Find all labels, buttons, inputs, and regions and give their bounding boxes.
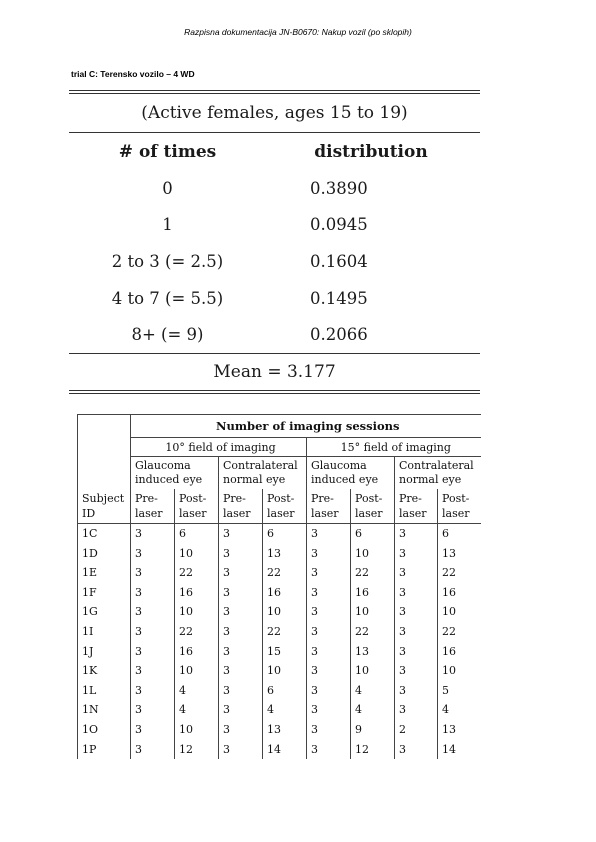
session-count-cell: 3 — [395, 661, 438, 681]
group-header: Contralateral normal eye — [219, 457, 307, 490]
table-row — [78, 602, 481, 622]
session-count-cell: 3 — [307, 681, 351, 701]
session-count-cell: 22 — [263, 622, 307, 642]
table-row — [69, 316, 480, 353]
session-count-cell: 3 — [395, 583, 438, 603]
session-count-cell: 6 — [263, 524, 307, 544]
table-row — [78, 544, 481, 564]
session-count-cell: 10 — [438, 602, 481, 622]
session-count-cell: 22 — [438, 622, 481, 642]
session-count-cell: 10 — [263, 602, 307, 622]
table-row — [69, 170, 480, 207]
post-laser-header: Post-laser — [263, 489, 307, 524]
table-row — [78, 720, 481, 740]
post-laser-header: Post-laser — [438, 489, 481, 524]
session-count-cell: 4 — [438, 700, 481, 720]
session-count-cell: 10 — [175, 544, 219, 564]
session-count-cell: 3 — [307, 642, 351, 662]
table-row — [69, 243, 480, 280]
session-count-cell: 3 — [395, 700, 438, 720]
group-header: Contralateral normal eye — [395, 457, 481, 490]
subject-id-cell: 1P — [78, 740, 131, 760]
table-row — [78, 583, 481, 603]
session-count-cell: 6 — [438, 524, 481, 544]
distribution-cell: 0.1495 — [310, 288, 368, 308]
pre-laser-header: Pre-laser — [219, 489, 263, 524]
table-row — [78, 642, 481, 662]
mean-row: Mean = 3.177 — [213, 361, 336, 382]
subject-id-cell: 1I — [78, 622, 131, 642]
session-count-cell: 3 — [395, 681, 438, 701]
session-count-cell: 3 — [307, 661, 351, 681]
session-count-cell: 3 — [131, 544, 175, 564]
session-count-cell: 10 — [438, 661, 481, 681]
session-count-cell: 16 — [438, 583, 481, 603]
session-count-cell: 3 — [131, 622, 175, 642]
table-row — [78, 681, 481, 701]
subject-header-spacer — [78, 415, 131, 490]
session-count-cell: 12 — [175, 740, 219, 760]
session-count-cell: 3 — [131, 700, 175, 720]
subject-id-cell: 1K — [78, 661, 131, 681]
session-count-cell: 3 — [219, 544, 263, 564]
subject-id-cell: 1F — [78, 583, 131, 603]
table-caption: (Active females, ages 15 to 19) — [141, 103, 408, 123]
session-count-cell: 3 — [219, 681, 263, 701]
subject-id-cell: 1C — [78, 524, 131, 544]
session-count-cell: 3 — [219, 524, 263, 544]
session-count-cell: 3 — [307, 583, 351, 603]
group-header: Glaucoma induced eye — [307, 457, 395, 490]
times-cell: 8+ (= 9) — [131, 325, 204, 345]
distribution-cell: 0.0945 — [310, 215, 368, 235]
session-count-cell: 3 — [307, 700, 351, 720]
session-count-cell: 3 — [395, 642, 438, 662]
table-row — [69, 207, 480, 244]
section-title: trial C: Terensko vozilo – 4 WD — [71, 69, 195, 79]
session-count-cell: 3 — [307, 720, 351, 740]
pre-laser-header: Pre-laser — [395, 489, 438, 524]
session-count-cell: 16 — [438, 642, 481, 662]
post-laser-header: Post-laser — [351, 489, 395, 524]
session-count-cell: 3 — [219, 622, 263, 642]
session-count-cell: 4 — [351, 681, 395, 701]
session-count-cell: 3 — [219, 740, 263, 760]
session-count-cell: 3 — [131, 642, 175, 662]
session-count-cell: 22 — [438, 563, 481, 583]
session-count-cell: 3 — [395, 740, 438, 760]
session-count-cell: 10 — [175, 720, 219, 740]
session-count-cell: 10 — [351, 544, 395, 564]
post-laser-header: Post-laser — [175, 489, 219, 524]
fov-10-header: 10° field of imaging — [131, 438, 307, 457]
session-count-cell: 3 — [131, 681, 175, 701]
session-count-cell: 3 — [131, 740, 175, 760]
session-count-cell: 3 — [307, 544, 351, 564]
session-count-cell: 22 — [263, 563, 307, 583]
pre-laser-header: Pre-laser — [307, 489, 351, 524]
session-count-cell: 12 — [351, 740, 395, 760]
session-count-cell: 4 — [175, 700, 219, 720]
subject-id-cell: 1O — [78, 720, 131, 740]
session-count-cell: 22 — [175, 563, 219, 583]
session-count-cell: 3 — [307, 602, 351, 622]
table-header-row — [69, 133, 480, 170]
session-count-cell: 3 — [131, 524, 175, 544]
session-count-cell: 3 — [131, 563, 175, 583]
times-cell: 4 to 7 (= 5.5) — [111, 288, 224, 308]
session-count-cell: 6 — [263, 681, 307, 701]
session-count-cell: 14 — [263, 740, 307, 760]
session-count-cell: 3 — [219, 661, 263, 681]
session-count-cell: 13 — [263, 720, 307, 740]
session-count-cell: 10 — [175, 602, 219, 622]
session-count-cell: 13 — [438, 720, 481, 740]
subject-id-cell: 1J — [78, 642, 131, 662]
session-count-cell: 3 — [131, 661, 175, 681]
session-count-cell: 16 — [351, 583, 395, 603]
fov-15-header: 15° field of imaging — [307, 438, 481, 457]
table-row — [78, 563, 481, 583]
subject-id-cell: 1E — [78, 563, 131, 583]
table-title: Number of imaging sessions — [131, 415, 481, 438]
session-count-cell: 3 — [307, 740, 351, 760]
session-count-cell: 5 — [438, 681, 481, 701]
session-count-cell: 3 — [219, 720, 263, 740]
session-count-cell: 10 — [175, 661, 219, 681]
times-cell: 2 to 3 (= 2.5) — [111, 251, 224, 271]
table-row — [78, 524, 481, 544]
table-row — [69, 280, 480, 317]
distribution-cell: 0.2066 — [310, 325, 368, 345]
session-count-cell: 3 — [307, 622, 351, 642]
imaging-sessions-table — [77, 414, 481, 759]
table-body — [78, 524, 481, 760]
subject-id-cell: 1N — [78, 700, 131, 720]
table-row — [78, 622, 481, 642]
session-count-cell: 3 — [395, 544, 438, 564]
times-cell: 1 — [162, 215, 173, 235]
session-count-cell: 14 — [438, 740, 481, 760]
session-count-cell: 22 — [351, 563, 395, 583]
session-count-cell: 3 — [131, 602, 175, 622]
session-count-cell: 3 — [131, 583, 175, 603]
times-cell: 0 — [162, 178, 173, 198]
session-count-cell: 13 — [263, 544, 307, 564]
session-count-cell: 13 — [351, 642, 395, 662]
session-count-cell: 6 — [351, 524, 395, 544]
session-count-cell: 3 — [307, 524, 351, 544]
session-count-cell: 10 — [351, 602, 395, 622]
subject-id-cell: 1L — [78, 681, 131, 701]
session-count-cell: 3 — [219, 583, 263, 603]
bottom-rule — [69, 390, 480, 394]
table-row — [78, 700, 481, 720]
session-count-cell: 22 — [175, 622, 219, 642]
session-count-cell: 16 — [175, 642, 219, 662]
session-count-cell: 6 — [175, 524, 219, 544]
distribution-cell: 0.3890 — [310, 178, 368, 198]
session-count-cell: 3 — [219, 563, 263, 583]
session-count-cell: 3 — [395, 563, 438, 583]
distribution-cell: 0.1604 — [310, 251, 368, 271]
document-header: Razpisna dokumentacija JN-B0670: Nakup vozil (po sklopih) — [184, 27, 412, 37]
session-count-cell: 4 — [175, 681, 219, 701]
session-count-cell: 22 — [351, 622, 395, 642]
table-row — [78, 661, 481, 681]
subject-id-header: Subject ID — [78, 489, 131, 524]
column-header-times: # of times — [118, 141, 217, 162]
subject-id-cell: 1D — [78, 544, 131, 564]
session-count-cell: 2 — [395, 720, 438, 740]
pre-laser-header: Pre-laser — [131, 489, 175, 524]
session-count-cell: 10 — [263, 661, 307, 681]
session-count-cell: 16 — [263, 583, 307, 603]
session-count-cell: 3 — [395, 602, 438, 622]
group-header: Glaucoma induced eye — [131, 457, 219, 490]
session-count-cell: 16 — [175, 583, 219, 603]
session-count-cell: 3 — [307, 563, 351, 583]
session-count-cell: 3 — [395, 622, 438, 642]
table-body — [69, 170, 480, 353]
column-header-distribution: distribution — [314, 141, 428, 162]
session-count-cell: 3 — [219, 602, 263, 622]
session-count-cell: 3 — [131, 720, 175, 740]
session-count-cell: 13 — [438, 544, 481, 564]
table-row — [78, 740, 481, 760]
session-count-cell: 4 — [263, 700, 307, 720]
session-count-cell: 3 — [395, 524, 438, 544]
session-count-cell: 15 — [263, 642, 307, 662]
session-count-cell: 9 — [351, 720, 395, 740]
session-count-cell: 4 — [351, 700, 395, 720]
session-count-cell: 10 — [351, 661, 395, 681]
distribution-table — [69, 90, 480, 394]
session-count-cell: 3 — [219, 700, 263, 720]
session-count-cell: 3 — [219, 642, 263, 662]
subject-id-cell: 1G — [78, 602, 131, 622]
